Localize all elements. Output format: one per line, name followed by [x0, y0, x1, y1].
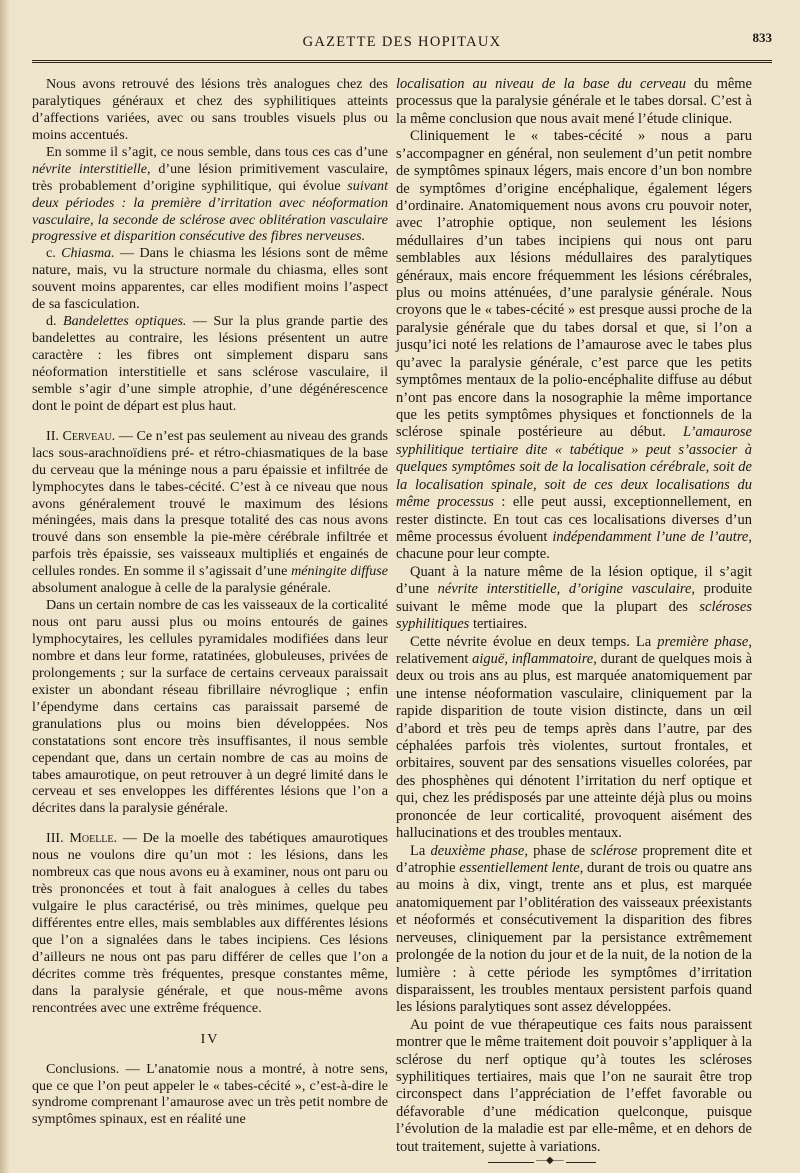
- page-edge-shadow: [0, 0, 10, 1173]
- paragraph: Quant à la nature même de la lésion optique, il s’agit d’une névrite interstitielle, d’origine vasculaire, produite suivant le même mode que la plupart des scléroses syphilitiques tertiaires.: [396, 563, 753, 633]
- page-number: 833: [752, 30, 772, 45]
- paragraph-continued: localisation au niveau de la base du cerveau du même processus que la paralysie générale et le tabes dorsal. C’est à la même conclusion que nous avait mené l’étude clinique.: [396, 76, 752, 127]
- right-column: [396, 76, 752, 1156]
- ornament-glyph: —◆—: [536, 1155, 564, 1166]
- paragraph-chiasma: c. Chiasma. — Dans le chiasma les lésions sont de même nature, mais, vu la structure normale du chiasma, elles sont souvent moins apparentes, car elles modifient moins l’aspect de sa fasciculation.: [32, 245, 388, 313]
- paragraph: Dans un certain nombre de cas les vaisseaux de la corticalité nous ont paru aussi plus ou moins entourés de gaines lymphocytaires, les cellules pyramidales modifiées dans leur nombre et dans leur forme, ratatinées, globuleuses, privées de prolongements ; sur la surface de certains cerveaux paraissait exister un abondant réseau fibrillaire névroglique ; enfin l’épendyme dans certains cas paraissait parsemé de granulations plus ou moins bien développées. Nos constatations sont encore très insuffisantes, il nous semble cependant que, dans un certain nombre de cas au moins de tabes amaurotique, on peut retrouver à un degré limité dans le cerveau et ses enveloppes les différentes lésions que l’on a décrites dans la paralysie générale.: [32, 597, 388, 817]
- running-header: [32, 30, 772, 56]
- journal-title: GAZETTE DES HOPITAUX: [302, 34, 502, 50]
- paragraph-moelle: III. Moelle. — De la moelle des tabétiques amaurotiques nous ne voulons dire qu’un mot : les lésions, dans les nombreux cas que nous avons eu à examiner, nous ont paru ou très prononcées et tout à fait analogues à celles du tabes vulgaire le plus caractérisé, ou très minimes, quelque peu différentes entre elles, mais semblables aux différentes lésions que l’on a signalées dans le tabes incipiens. Ces lésions d’ailleurs ne nous ont pas paru différer de celles que l’on a décrites comme très fréquentes, presque constantes même, dans la paralysie générale, et que nous-même avons rencontrées avec une extrême fréquence.: [32, 830, 388, 1016]
- paragraph-conclusions: Conclusions. — L’anatomie nous a montré, à notre sens, que ce que l’on peut appeler le « tabes-cécité », c’est-à-dire le syndrome comprenant l’amaurose avec un très petit nombre de symptômes spinaux, est en réalité une: [32, 1060, 388, 1128]
- paragraph: Nous avons retrouvé des lésions très analogues chez des paralytiques généraux et chez des syphilitiques atteints d’affections variées, avec ou sans troubles visuels plus ou moins accentués.: [32, 76, 388, 143]
- paragraph: En somme il s’agit, ce nous semble, dans tous ces cas d’une névrite interstitielle, d’une lésion primitivement vasculaire, très probablement d’origine syphilitique, qui évolue suivant deux périodes : la première d’irritation avec néoformation vasculaire, la seconde de sclérose avec oblitération vasculaire progressive et disparition consécutive des fibres nerveuses.: [32, 143, 389, 245]
- paragraph: Au point de vue thérapeutique ces faits nous paraissent montrer que le même traitement doit pouvoir s’appliquer à la sclérose du nerf optique qu’à toutes les scléroses syphilitiques tertiaires, mais que l’on ne saurait être trop circonspect dans l’appréciation de l’effet favorable ou défavorable d’une médication quelconque, puisque l’évolution de la maladie est par elle-même, et en dehors de tout traitement, sujette à variations.: [396, 1016, 752, 1155]
- paragraph: Cliniquement le « tabes-cécité » nous a paru s’accompagner en général, non seulement d’un petit nombre de symptômes spinaux légers, mais encore d’un bon nombre de symptômes d’origine encéphalique, également légers d’ordinaire. Anatomiquement nous avons cru pouvoir noter, avec l’atrophie optique, non seulement les lésions médullaires d’un tabes incipiens qui nous ont paru semblables aux lésions médullaires des paralytiques généraux, mais encore fréquemment les lésions cérébrales, plus ou moins atténuées, d’une paralysie générale. Nous croyons que le « tabes-cécité » est presque aussi proche de la paralysie générale que du tabes dorsal et que, si l’on a jusqu’ici noté les relations de l’amaurose avec le tabes plus qu’avec la paralysie générale, c’est parce que les petits symptômes mentaux de la polio-encéphalite diffuse au début n’ont pas encore dans la nosographie la même importance que les petits symptômes physiques et fonctionnels de la sclérose spinale postérieure au début. L’amaurose syphilitique tertiaire dite « tabétique » peut s’associer à quelques symptômes soit de la localisation cérébrale, soit de la localisation spinale, soit de ces deux localisations du même processus : elle peut aussi, exceptionnellement, en rester distincte. En tout cas ces localisations diverses d’un même processus évoluent indépendamment l’une de l’autre, chacune pour leur compte.: [396, 128, 752, 563]
- paragraph-cerveau: II. Cerveau. — Ce n’est pas seulement au niveau des grands lacs sous-arachnoïdiens pré- et rétro-chiasmatiques de la base du cerveau que la méninge nous a paru épaissie et infiltrée de lymphocytes dans le tabes-cécité. C’est à ce niveau que nous avons généralement trouvé le maximum des lésions méningées, mais dans la presque totalité des cas nous avons trouvé dans son ensemble la pie-mère cérébrale infiltrée et parfois très épaissie, ses vaisseaux multipliés et engainés de cellules rondes. En somme il s’agissait d’une méningite diffuse absolument analogue à celle de la paralysie générale.: [32, 427, 389, 597]
- paragraph: Cette névrite évolue en deux temps. La première phase, relativement aiguë, inflammatoire, durant de quelques mois à deux ou trois ans au plus, est marquée anatomiquement par une intense néoformation vasculaire, cliniquement par la rapide disparition de toute vision distincte, dans un œil d’abord et très peu de temps après dans l’autre, par des céphalées parfois très violentes, surtout frontales, et orbitaires, souvent par des sensations visuelles colorées, par des phosphènes qui dénotent l’irritation du nerf optique et qui, chez les prédisposés par une atteinte déjà plus ou moins prononcée de leur corticalité, provoquent aisément des hallucinations et des troubles mentaux.: [396, 633, 753, 842]
- left-column: [32, 76, 388, 1128]
- paragraph-bandelettes: d. Bandelettes optiques. — Sur la plus grande partie des bandelettes au contraire, les lésions présentent un autre caractère : les fibres ont simplement disparu sans néoformation interstitielle et sans sclérose vasculaire, il semble s’agir d’une simple atrophie, d’une dégénérescence dont le point de départ est plus haut.: [32, 313, 389, 414]
- header-rule: [32, 60, 772, 63]
- end-ornament: [488, 1155, 596, 1166]
- section-heading: IV: [200, 1030, 220, 1047]
- paragraph: La deuxième phase, phase de sclérose proprement dite et d’atrophie essentiellement lente, durant de trois ou quatre ans au moins à dix, vingt, trente ans et plus, est marquée anatomiquement par l’oblitération des vaisseaux préexistants et néoformés et consécutivement la disparition des fibres nerveuses, cliniquement par la persistance extrêmement prolongée de la notion du jour et de la nuit, de la notion de la lumière : à cette période les symptômes d’irritation disparaissent, les troubles mentaux persistent parfois quand les lésions paralytiques sont assez développées.: [396, 842, 753, 1016]
